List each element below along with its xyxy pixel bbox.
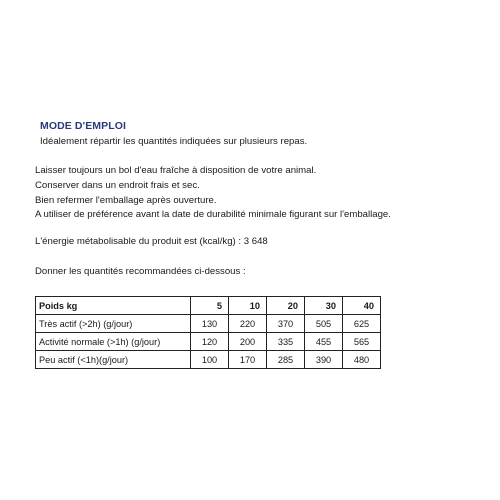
table-cell: 565 (343, 333, 381, 351)
header-cell-30kg: 30 (305, 297, 343, 315)
table-cell: 370 (267, 315, 305, 333)
table-cell: 480 (343, 351, 381, 369)
table-header-row (36, 297, 381, 315)
table-cell: 130 (191, 315, 229, 333)
table-cell: 200 (229, 333, 267, 351)
table-cell: 335 (267, 333, 305, 351)
table-cell: 505 (305, 315, 343, 333)
table-cell: 390 (305, 351, 343, 369)
table-cell: 120 (191, 333, 229, 351)
table-row (36, 315, 381, 333)
header-cell-40kg: 40 (343, 297, 381, 315)
intro-text: Idéalement répartir les quantités indiquées sur plusieurs repas. (40, 136, 308, 147)
header-cell-10kg: 10 (229, 297, 267, 315)
table-intro: Donner les quantités recommandées ci-dessous : (35, 266, 246, 277)
table-cell: 455 (305, 333, 343, 351)
feeding-table (35, 296, 381, 369)
header-cell-5kg: 5 (191, 297, 229, 315)
section-title: MODE D'EMPLOI (40, 120, 127, 132)
instruction-line: A utiliser de préférence avant la date de durabilité minimale figurant sur l'emballage. (35, 209, 391, 220)
row-label: Peu actif (<1h)(g/jour) (36, 351, 191, 369)
row-label: Activité normale (>1h) (g/jour) (36, 333, 191, 351)
table-row (36, 333, 381, 351)
instruction-line: Bien refermer l'emballage après ouverture. (35, 195, 217, 206)
table-cell: 285 (267, 351, 305, 369)
energy-statement: L'énergie métabolisable du produit est (kcal/kg) : 3 648 (35, 236, 268, 247)
row-label: Très actif (>2h) (g/jour) (36, 315, 191, 333)
table-cell: 220 (229, 315, 267, 333)
header-cell-weight: Poids kg (36, 297, 191, 315)
table-row (36, 351, 381, 369)
instruction-line: Laisser toujours un bol d'eau fraîche à disposition de votre animal. (35, 165, 317, 176)
table-cell: 170 (229, 351, 267, 369)
table-cell: 100 (191, 351, 229, 369)
table-cell: 625 (343, 315, 381, 333)
header-cell-20kg: 20 (267, 297, 305, 315)
instruction-line: Conserver dans un endroit frais et sec. (35, 180, 200, 191)
